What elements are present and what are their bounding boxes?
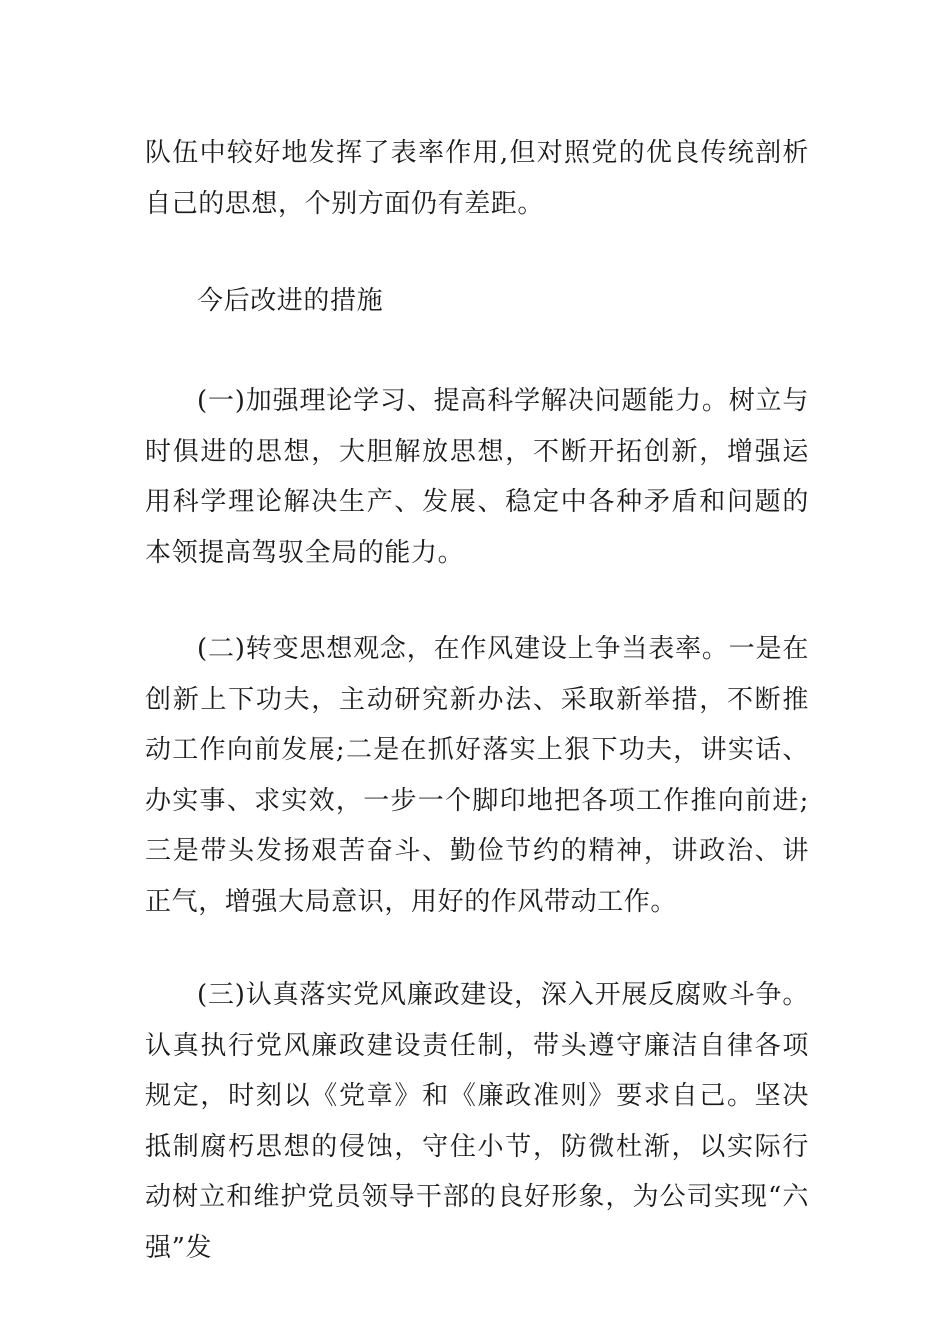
section-heading: 今后改进的措施 bbox=[197, 286, 384, 316]
paragraph-measure-1: (一)加强理论学习、提高科学解决问题能力。树立与时俱进的思想，大胆解放思想，不断开拓创新，增强运用科学理论解决生产、发展、稳定中各种矛盾和问题的本领提高驾驭全局的能力。 bbox=[145, 386, 809, 568]
paragraph-measure-3: (三)认真落实党风廉政建设，深入开展反腐败斗争。认真执行党风廉政建设责任制，带头遵守廉洁自律各项规定，时刻以《党章》和《廉政准则》要求自己。坚决抵制腐朽思想的侵蚀，守住小节，防微杜渐，以实际行动树立和维护党员领导干部的良好形象，为公司实现“六强”发 bbox=[145, 980, 809, 1263]
paragraph-continuation: 队伍中较好地发挥了表率作用,但对照党的优良传统剖析自己的思想，个别方面仍有差距。 bbox=[145, 138, 809, 219]
paragraph-measure-2: (二)转变思想观念，在作风建设上争当表率。一是在创新上下功夫，主动研究新办法、采取新举措，不断推动工作向前发展;二是在抓好落实上狠下功夫，讲实话、办实事、求实效，一步一个脚印地把各项工作推向前进;三是带头发扬艰苦奋斗、勤俭节约的精神，讲政治、讲正气，增强大局意识，用好的作风带动工作。 bbox=[145, 634, 809, 917]
